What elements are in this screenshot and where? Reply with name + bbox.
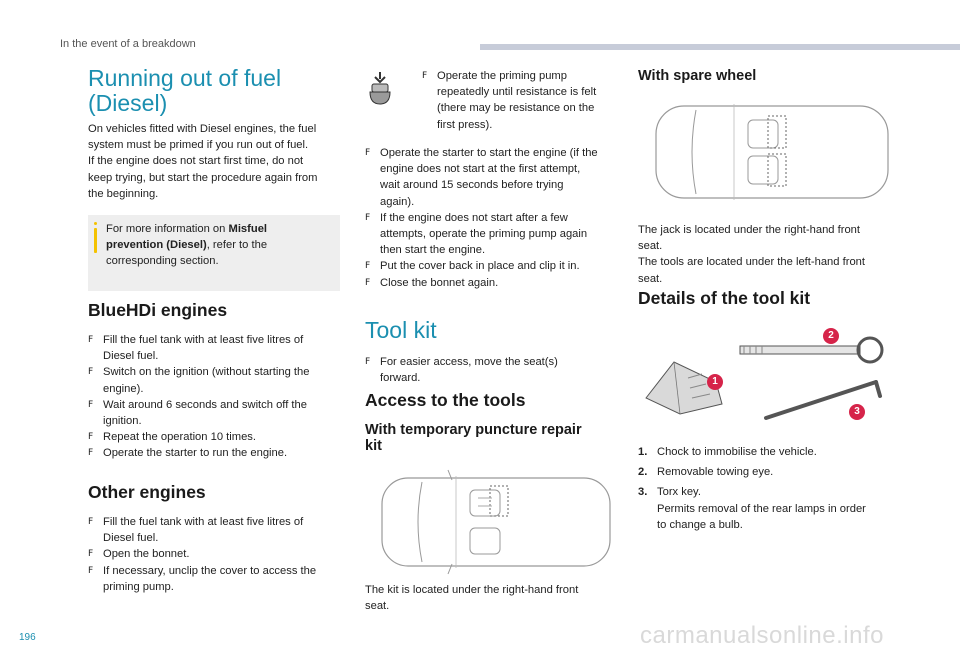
info-icon <box>94 222 97 225</box>
bullet-icon: F <box>365 277 371 288</box>
bullet-icon: F <box>88 549 94 560</box>
bluehdi-step: F Switch on the ignition (without starting the engine). <box>88 366 310 395</box>
starter-step: F If the engine does not start after a few attempts, operate the priming pump again then start the engine. <box>365 211 588 257</box>
bullet-icon: F <box>88 399 94 410</box>
callout-badge-2: 2 <box>823 328 839 344</box>
intro-line: the beginning. <box>88 187 159 200</box>
intro-paragraph <box>88 121 343 202</box>
bullet-icon: F <box>88 448 94 459</box>
other-engine-step: F If necessary, unclip the cover to access the priming pump. <box>88 564 317 593</box>
tool-kit-illustration <box>640 322 890 432</box>
info-link[interactable]: Misfuel <box>228 223 268 235</box>
bullet-icon: F <box>365 357 371 367</box>
starter-steps <box>365 145 621 291</box>
intro-line: If the engine does not start first time, do not <box>88 155 304 168</box>
tool-kit-steps <box>365 354 621 386</box>
bluehdi-step: F Wait around 6 seconds and switch off the ignition. <box>88 398 307 428</box>
bluehdi-steps <box>88 332 346 462</box>
other-engine-step: F Fill the fuel tank with at least five litres of Diesel fuel. <box>88 516 304 545</box>
bluehdi-step: F Fill the fuel tank with at least five litres of Diesel fuel. <box>88 334 304 363</box>
bluehdi-heading: BlueHDi engines <box>88 300 228 320</box>
bullet-icon: F <box>88 432 94 443</box>
repair-kit-caption: The kit is located under the right-hand front seat. <box>365 584 579 613</box>
info-text: For more information on Misfuel prevention (Diesel), refer to the corresponding section. <box>106 223 268 268</box>
bullet-icon: F <box>88 565 94 576</box>
tool-kit-details-heading: Details of the tool kit <box>638 288 811 308</box>
watermark: carmanualsonline.info <box>640 622 884 649</box>
car-diagram-repair-kit <box>378 468 614 576</box>
other-engines-steps <box>88 514 346 595</box>
tool-kit-heading: Tool kit <box>365 317 437 343</box>
bullet-icon: F <box>88 367 94 378</box>
bullet-icon: F <box>88 517 94 527</box>
repair-kit-heading: With temporary puncture repair kit <box>365 422 582 454</box>
page-number: 196 <box>19 632 36 643</box>
page-title-line-1: Running out of fuel <box>88 65 282 91</box>
priming-pump-icon <box>362 70 398 110</box>
spare-wheel-caption: The jack is located under the right-hand front seat. The tools are located under the left-hand front seat. <box>638 224 866 285</box>
starter-step: F Close the bonnet again. <box>365 275 621 291</box>
tool-kit-step: F For easier access, move the seat(s) forward. <box>365 356 558 385</box>
intro-line: keep trying, but start the procedure again from <box>88 171 318 184</box>
access-tools-heading: Access to the tools <box>365 390 526 410</box>
bullet-icon: F <box>365 148 371 158</box>
car-diagram-spare-wheel <box>652 98 892 208</box>
info-link-2[interactable]: prevention (Diesel) <box>106 239 207 252</box>
starter-step: F Operate the starter to start the engine (if the engine does not start at the first attempt, wait around 15 seconds before trying again). <box>365 147 598 208</box>
info-box <box>88 215 340 291</box>
tool-kit-list-item: 1. Chock to immobilise the vehicle. <box>638 446 817 458</box>
intro-line: On vehicles fitted with Diesel engines, the fuel <box>88 123 317 135</box>
bluehdi-step: F Operate the starter to run the engine. <box>88 445 346 461</box>
tool-kit-list-item: 3. Torx key. Permits removal of the rear lamps in order to change a bulb. <box>638 486 866 531</box>
other-engine-step: F Open the bonnet. <box>88 546 346 562</box>
bullet-icon: F <box>365 261 371 272</box>
tool-kit-list-item: 2. Removable towing eye. <box>638 466 774 479</box>
intro-line: system must be primed if you run out of fuel. <box>88 139 309 152</box>
page-title <box>88 66 281 116</box>
header-bar <box>480 44 960 50</box>
other-engines-heading: Other engines <box>88 482 206 502</box>
priming-pump-step-item: F Operate the priming pump repeatedly until resistance is felt (there may be resistance on the first press). <box>422 70 597 131</box>
bullet-icon: F <box>365 212 371 223</box>
callout-badge-3: 3 <box>849 404 865 420</box>
bluehdi-step: F Repeat the operation 10 times. <box>88 429 346 445</box>
starter-step: F Put the cover back in place and clip it in. <box>365 258 621 274</box>
priming-pump-step <box>422 68 622 133</box>
tool-kit-list <box>638 444 894 537</box>
bullet-icon: F <box>422 71 428 81</box>
callout-badge-1: 1 <box>707 374 723 390</box>
bullet-icon: F <box>88 335 94 345</box>
section-header: In the event of a breakdown <box>60 38 196 50</box>
spare-wheel-heading: With spare wheel <box>638 68 757 84</box>
page-title-line-2: (Diesel) <box>88 90 168 116</box>
info-icon-bar <box>94 228 97 253</box>
